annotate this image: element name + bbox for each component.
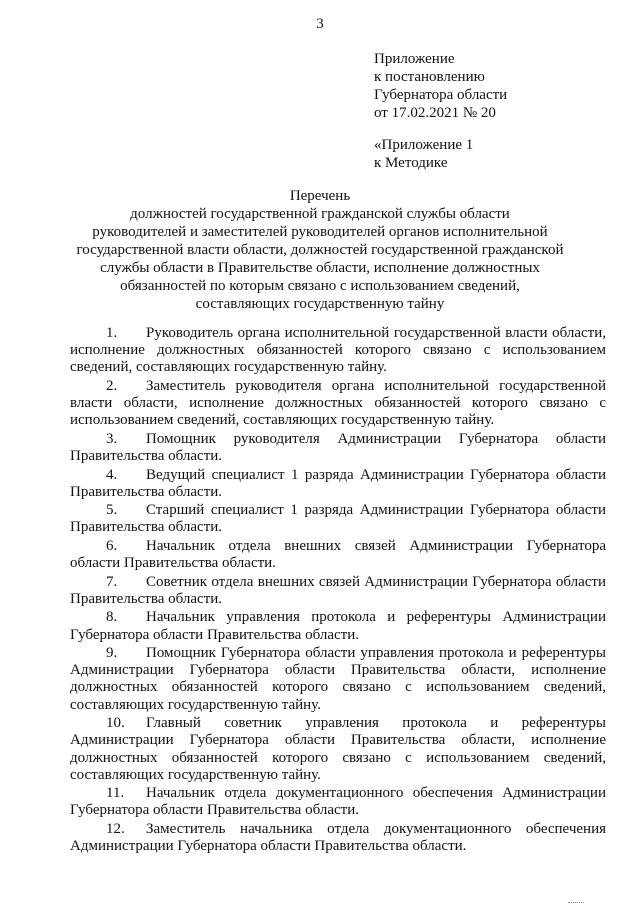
list-item	[70, 645, 606, 714]
item-number: 12.	[106, 820, 125, 837]
list-item	[70, 467, 606, 501]
approval-line: Приложение	[374, 51, 455, 67]
item-text: Главный советник управления протокола и референтуры Администрации Губернатора области Правительства области, исполнение должностных обязанностей которого связано с использованием сведений, составляющих государственную тайну.	[70, 715, 606, 783]
item-number: 8.	[106, 609, 118, 626]
item-text: Начальник управления протокола и референтуры Администрации Губернатора области Правительства области.	[70, 609, 606, 643]
item-text: Старший специалист 1 разряда Администрации Губернатора области Правительства области.	[70, 502, 606, 536]
title-line: службы области в Правительстве области, исполнение должностных	[100, 260, 540, 276]
list-item	[70, 431, 606, 465]
title-line: должностей государственной гражданской службы области	[130, 206, 510, 222]
list-item	[70, 325, 606, 377]
title-line: государственной власти области, должностей государственной гражданской	[76, 242, 564, 258]
list-item	[70, 538, 606, 572]
item-number: 1.	[106, 325, 118, 341]
approval-block	[374, 50, 507, 122]
item-text: Заместитель руководителя органа исполнительной государственной власти области, исполнение должностных обязанностей которого связано с использованием сведений, составляющих государственную тайну.	[70, 377, 606, 429]
list-item	[70, 502, 606, 536]
item-text: Руководитель органа исполнительной государственной власти области, исполнение должностных обязанностей которого связано с использованием сведений, составляющих государственную тайну.	[70, 325, 606, 376]
list-item	[70, 609, 606, 643]
approval-line: к постановлению	[374, 69, 485, 85]
item-text: Советник отдела внешних связей Администрации Губернатора области Правительства области.	[70, 573, 606, 607]
item-number: 10.	[106, 715, 125, 732]
item-number: 9.	[106, 645, 118, 662]
item-number: 2.	[106, 377, 118, 394]
item-number: 7.	[106, 573, 118, 590]
item-text: Начальник отдела внешних связей Администрации Губернатора области Правительства области.	[70, 537, 606, 572]
list-item	[70, 821, 606, 855]
item-text: Заместитель начальника отдела документационного обеспечения Администрации Губернатора области Правительства области.	[70, 820, 606, 855]
item-number: 3.	[106, 430, 118, 447]
item-text: Помощник Губернатора области управления протокола и референтуры Администрации Губернатора области Правительства области, исполнение должностных обязанностей которого связано с использованием сведений, составляющих государственную тайну.	[70, 645, 606, 713]
item-text: Помощник руководителя Администрации Губернатора области Правительства области.	[70, 430, 606, 465]
item-number: 11.	[106, 785, 125, 802]
approval-line: от 17.02.2021 № 20	[374, 105, 496, 121]
positions-list	[70, 325, 606, 857]
list-item	[70, 785, 606, 819]
list-item	[70, 378, 606, 430]
title-line: Перечень	[289, 188, 351, 204]
list-item	[70, 715, 606, 784]
item-text: Ведущий специалист 1 разряда Администрации Губернатора области Правительства области.	[70, 466, 606, 500]
appendix-line: к Методике	[374, 155, 448, 171]
title-line: составляющих государственную тайну	[195, 296, 445, 312]
page-number: 3	[316, 16, 324, 32]
title-line: руководителей и заместителей руководителей органов исполнительной	[92, 224, 548, 240]
item-number: 4.	[106, 466, 118, 483]
document-title	[70, 187, 570, 313]
title-line: обязанностей по которым связано с использованием сведений,	[120, 278, 520, 294]
approval-line: Губернатора области	[374, 87, 508, 103]
item-number: 6.	[106, 537, 118, 554]
list-item	[70, 574, 606, 608]
item-number: 5.	[106, 502, 118, 519]
appendix-block	[374, 136, 473, 172]
item-text: Начальник отдела документационного обеспечения Администрации Губернатора области Правительства области.	[70, 785, 606, 819]
appendix-line: «Приложение 1	[374, 137, 474, 153]
